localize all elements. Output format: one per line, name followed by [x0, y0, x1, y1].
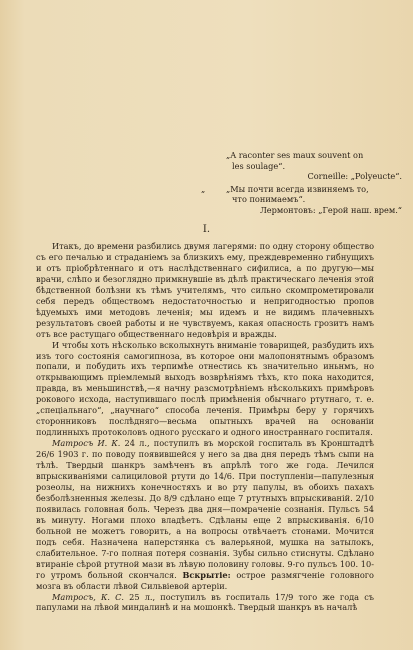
epigraphs: [201, 150, 406, 218]
epigraph-source: Лермонтовъ: „Герой наш. врем.“: [259, 204, 402, 215]
epigraph-source: Corneille: „Polyeucte“.: [307, 171, 402, 182]
epigraph-line: что понимаемъ“.: [232, 194, 306, 205]
stray-quote-mark: „: [201, 183, 206, 194]
case-text: 24 л., поступилъ въ морской госпиталь въ Кронштадтѣ 26/6 1903 г. по поводу появившейся у него за два дня передъ тѣмъ сыпи на тѣлѣ. Твердый шанкръ замѣченъ въ апрѣлѣ того же года. Лечился впрыскиваніями салициловой ртути до 14/6. При поступленіи—папулезныя розеолы, на нижнихъ конечностяхъ и во рту папулы, въ обоихъ пахахъ безболѣзненныя железы. До 8/9 сдѣлано еще 7 ртутныхъ впрыскиваній. 2/10 появилась головная боль. Черезъ два дня—помраченіе сознанія. Пульсъ 54 въ минуту. Ногами плохо владѣетъ. Сдѣланы еще 2 впрыскиванія. 6/10 больной не можетъ говорить, а на вопросы отвѣчаетъ стонами. Мочится подъ себя. Назначена наперстянка съ валерьяной, мушка на затылокъ, слабительное. 7-го полная потеря сознанія. Зубы сильно стиснуты. Сдѣлано втираніе сѣрой ртутной мази въ лѣвую половину головы. 9-го пульсъ 100. 10-го утромъ больной скончался.: [36, 438, 374, 580]
paragraph: И чтобы хоть нѣсколько всколыхнуть вниманіе товарищей, разбудить ихъ изъ того состоянія самогипноза, въ которое они малопонятнымъ образомъ попали, и побудить ихъ терпимѣе отнестись къ значительно иньнмъ, но открывающимъ пріемлемый выходъ возврѣніямъ тѣхъ, кто пока находится, правда, въ меньшинствѣ,—я начну разсмотрѣніемъ нѣсколькихъ примѣровъ рокового исхода, наступившаго послѣ примѣненія обычнаго ртутнаго, т. е. „спеціальнаго“, „научнаго“ способа леченія. Примѣры беру у горячихъ сторонниковъ послѣдняго—весьма опытныхъ врачей на основаніи подлинныхъ протоколовъ одного русскаго и одного иностраннаго госпиталя.: [36, 339, 374, 438]
epigraph-line: „Мы почти всегда извиняемъ то,: [226, 183, 369, 194]
patient-name: Матросъ, К. С.: [52, 591, 124, 602]
autopsy-label: Вскрытіе:: [182, 569, 231, 580]
case-report: [36, 592, 374, 614]
case-report: [36, 438, 374, 591]
epigraph-lermontov: [201, 183, 406, 216]
body-text: [36, 241, 374, 613]
patient-name: Матросъ И. К.: [52, 438, 121, 449]
case-text: 25 л., поступилъ въ госпиталь 17/9 того же года съ папулами на лѣвой миндалинѣ и на мошонкѣ. Твердый шанкръ въ началѣ: [36, 591, 374, 613]
epigraph-line: les soulage“.: [232, 160, 286, 171]
epigraph-corneille: [226, 150, 406, 182]
case-text-tail: острое размягченіе головного мозга въ области лѣвой Сильвіевой артеріи.: [36, 569, 374, 591]
section-numeral: I.: [202, 224, 211, 235]
epigraph-line: „A raconter ses maux souvent on: [226, 150, 364, 160]
paragraph: Итакъ, до времени разбились двумя лагерями: по одну сторону общество съ его печалью и страданіемъ за близкихъ ему, преждевременно гибнущихъ и отъ пріобрѣтеннаго и отъ наслѣдственнаго сифилиса, а по другую—мы врачи, слѣпо и безоглядно примкнувшіе въ дѣлѣ практическаго леченія этой бѣдственной болѣзни къ тѣмъ учителямъ, что сильно скомпрометировали себя передъ обществомъ недостаточностью и непригодностью пропов ѣдуемыхъ ими методовъ леченія; мы идемъ и не видимъ плачевныхъ результатовъ своей работы и не чувствуемъ, какая опасность грозитъ намъ отъ все растущаго общественнаго недовѣрія и вражды.: [36, 241, 374, 339]
